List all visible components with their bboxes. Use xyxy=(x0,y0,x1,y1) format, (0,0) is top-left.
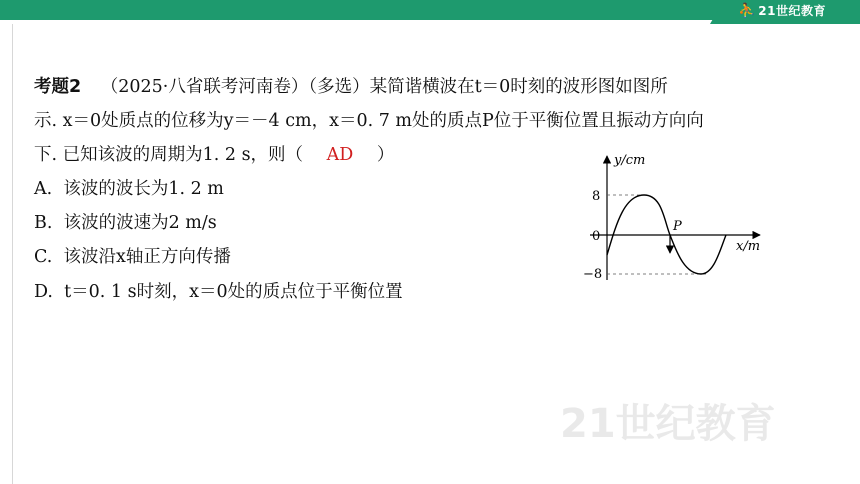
question-text-3-end: ） xyxy=(376,145,395,165)
option-key: A. xyxy=(34,179,53,199)
y-axis-label: y/cm xyxy=(614,153,646,168)
tick-minus-8: −8 xyxy=(583,267,603,282)
option-key: D. xyxy=(34,282,53,302)
option-text: 该波的波长为1. 2 m xyxy=(63,179,224,199)
x-axis-label: x/m xyxy=(736,239,761,254)
tick-8: 8 xyxy=(592,189,601,204)
question-line-1 xyxy=(34,71,668,103)
option-c xyxy=(34,241,231,273)
option-a xyxy=(34,173,224,205)
question-label: 考题2 xyxy=(34,77,82,97)
question-source: （2025·八省联考河南卷）（多选） xyxy=(100,77,370,97)
question-line-2: 示. x＝0处质点的位移为y＝－4 cm，x＝0. 7 m处的质点P位于平衡位置且振动方向向 xyxy=(34,111,704,131)
option-text: 该波沿x轴正方向传播 xyxy=(63,247,231,267)
runner-icon: ⛹ xyxy=(738,3,757,19)
question-line-3 xyxy=(34,139,394,171)
option-text: 该波的波速为2 m/s xyxy=(63,213,217,233)
point-p-label: P xyxy=(673,219,682,234)
top-banner xyxy=(0,0,860,24)
left-divider xyxy=(12,24,13,484)
answer-text: AD xyxy=(326,145,354,165)
brand-logo xyxy=(738,2,826,19)
option-key: B. xyxy=(34,213,53,233)
wave-graph xyxy=(580,150,780,290)
watermark: 21世纪教育 xyxy=(560,401,776,447)
option-d xyxy=(34,276,403,308)
option-b xyxy=(34,207,217,239)
question-text-1: 某简谐横波在t＝0时刻的波形图如图所 xyxy=(369,77,668,97)
option-key: C. xyxy=(34,247,53,267)
brand-logo-text: 21世纪教育 xyxy=(758,4,826,18)
tick-0: 0 xyxy=(592,229,601,244)
question-text-3: 下. 已知该波的周期为1. 2 s，则（ xyxy=(34,145,304,165)
option-text: t＝0. 1 s时刻，x＝0处的质点位于平衡位置 xyxy=(64,282,403,302)
